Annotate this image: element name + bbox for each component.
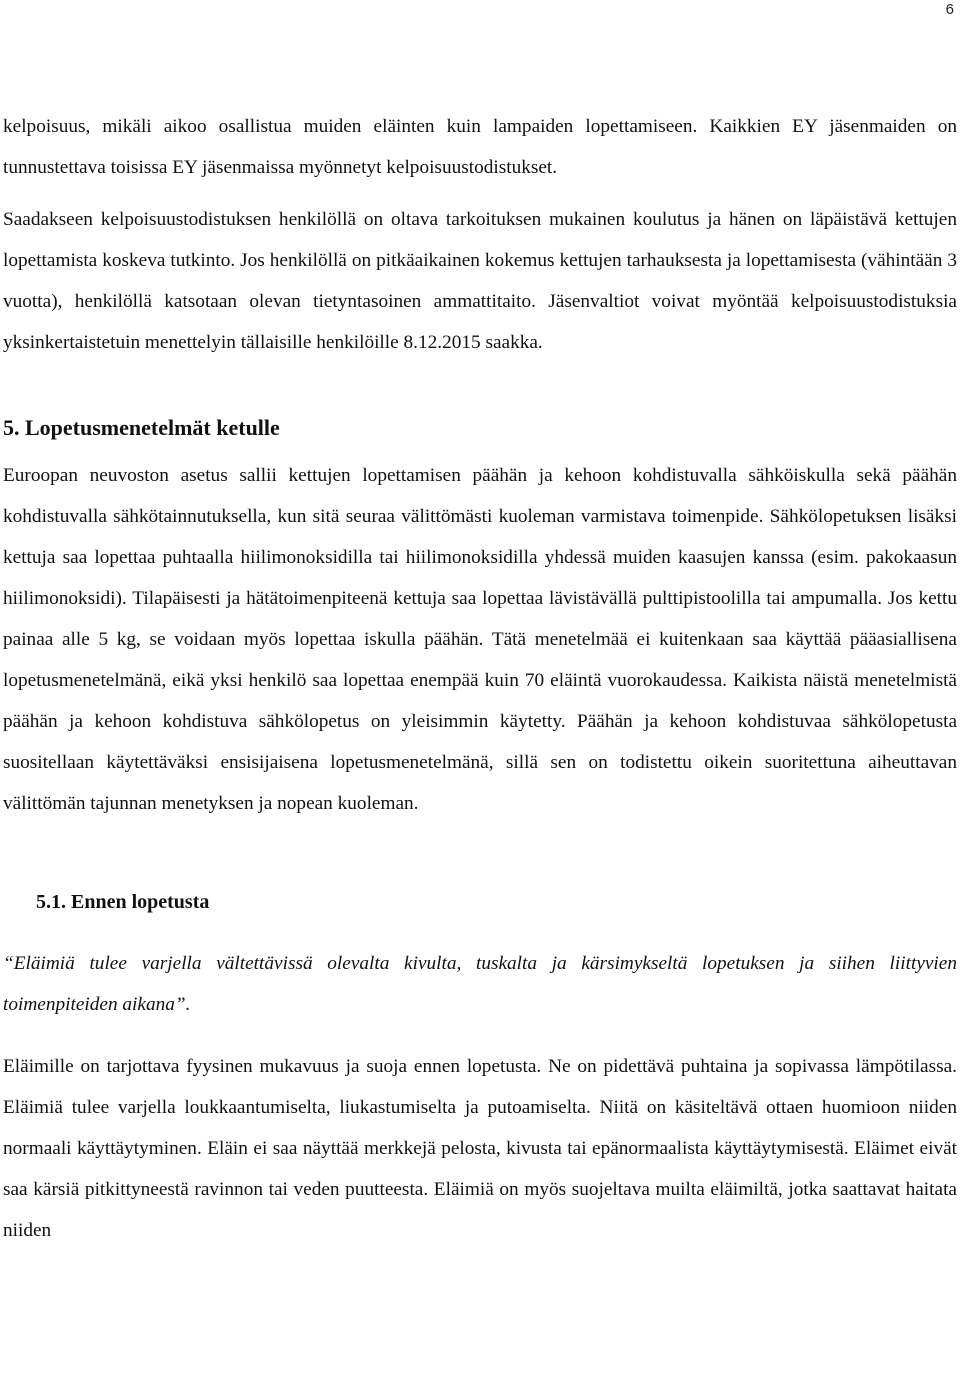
paragraph-qualification-scope: kelpoisuus, mikäli aikoo osallistua muiden eläinten kuin lampaiden lopettamiseen. Kaikkien EY jäsenmaiden on tunnustettava toisissa EY jäsenmaissa myönnetyt kelpoisuustodistukset. [3, 116, 957, 178]
paragraph-killing-methods: Euroopan neuvoston asetus sallii kettujen lopettamisen päähän ja kehoon kohdistuvalla sähköiskulla sekä päähän kohdistuvalla sähkötainnutuksella, kun sitä seuraa välittömästi kuoleman varmistava toimenpide. Sähkölopetuksen lisäksi kettuja saa lopettaa puhtaalla hiilimonoksidilla tai hiilimonoksidilla yhdessä muiden kaasujen kanssa (esim. pakokaasun hiilimonoksidi). Tilapäisesti ja hätätoimenpiteenä kettuja saa lopettaa lävistävällä pulttipistoolilla tai ampumalla. Jos kettu painaa alle 5 kg, se voidaan myös lopettaa iskulla päähän. Tätä menetelmää ei kuitenkaan saa käyttää pääasiallisena lopetusmenetelmänä, eikä yksi henkilö saa lopettaa enempää kuin 70 eläintä vuorokaudessa. Kaikista näistä menetelmistä päähän ja kehoon kohdistuva sähkölopetus on yleisimmin käytetty. Päähän ja kehoon kohdistuvaa sähkölopetusta suositellaan käytettäväksi ensisijaisena lopetusmenetelmänä, sillä sen on todistettu oikein suoritettuna aiheuttavan välittömän tajunnan menetyksen ja nopean kuoleman. [3, 465, 957, 814]
quote-regulation: “Eläimiä tulee varjella vältettävissä olevalta kivulta, tuskalta ja kärsimykseltä lopetuksen ja siihen liittyvien toimenpiteiden aikana”. [3, 953, 957, 1015]
paragraph-certificate-requirements: Saadakseen kelpoisuustodistuksen henkilöllä on oltava tarkoituksen mukainen koulutus ja hänen on läpäistävä kettujen lopettamista koskeva tutkinto. Jos henkilöllä on pitkäaikainen kokemus kettujen tarhauksesta ja lopettamisesta (vähintään 3 vuotta), henkilöllä katsotaan olevan tietyntasoinen ammattitaito. Jäsenvaltiot voivat myöntää kelpoisuustodistuksia yksinkertaistetuin menettelyin tällaisille henkilöille 8.12.2015 saakka. [3, 209, 957, 353]
paragraph-before-killing: Eläimille on tarjottava fyysinen mukavuus ja suoja ennen lopetusta. Ne on pidettävä puhtaina ja sopivassa lämpötilassa. Eläimiä tulee varjella loukkaantumiselta, liukastumiselta ja putoamiselta. Niitä on käsiteltävä ottaen huomioon niiden normaali käyttäytyminen. Eläin ei saa näyttää merkkejä pelosta, kivusta tai epänormaalista käyttäytymisestä. Eläimet eivät saa kärsiä pitkittyneestä ravinnon tai veden puutteesta. Eläimiä on myös suojeltava muilta eläimiltä, jotka saattavat haitata niiden [3, 1056, 957, 1241]
document-body [3, 106, 957, 1251]
subsection-heading-before-killing: 5.1. Ennen lopetusta [36, 891, 210, 913]
page-number: 6 [945, 1, 954, 18]
section-heading-killing-methods: 5. Lopetusmenetelmät ketulle [3, 415, 280, 440]
